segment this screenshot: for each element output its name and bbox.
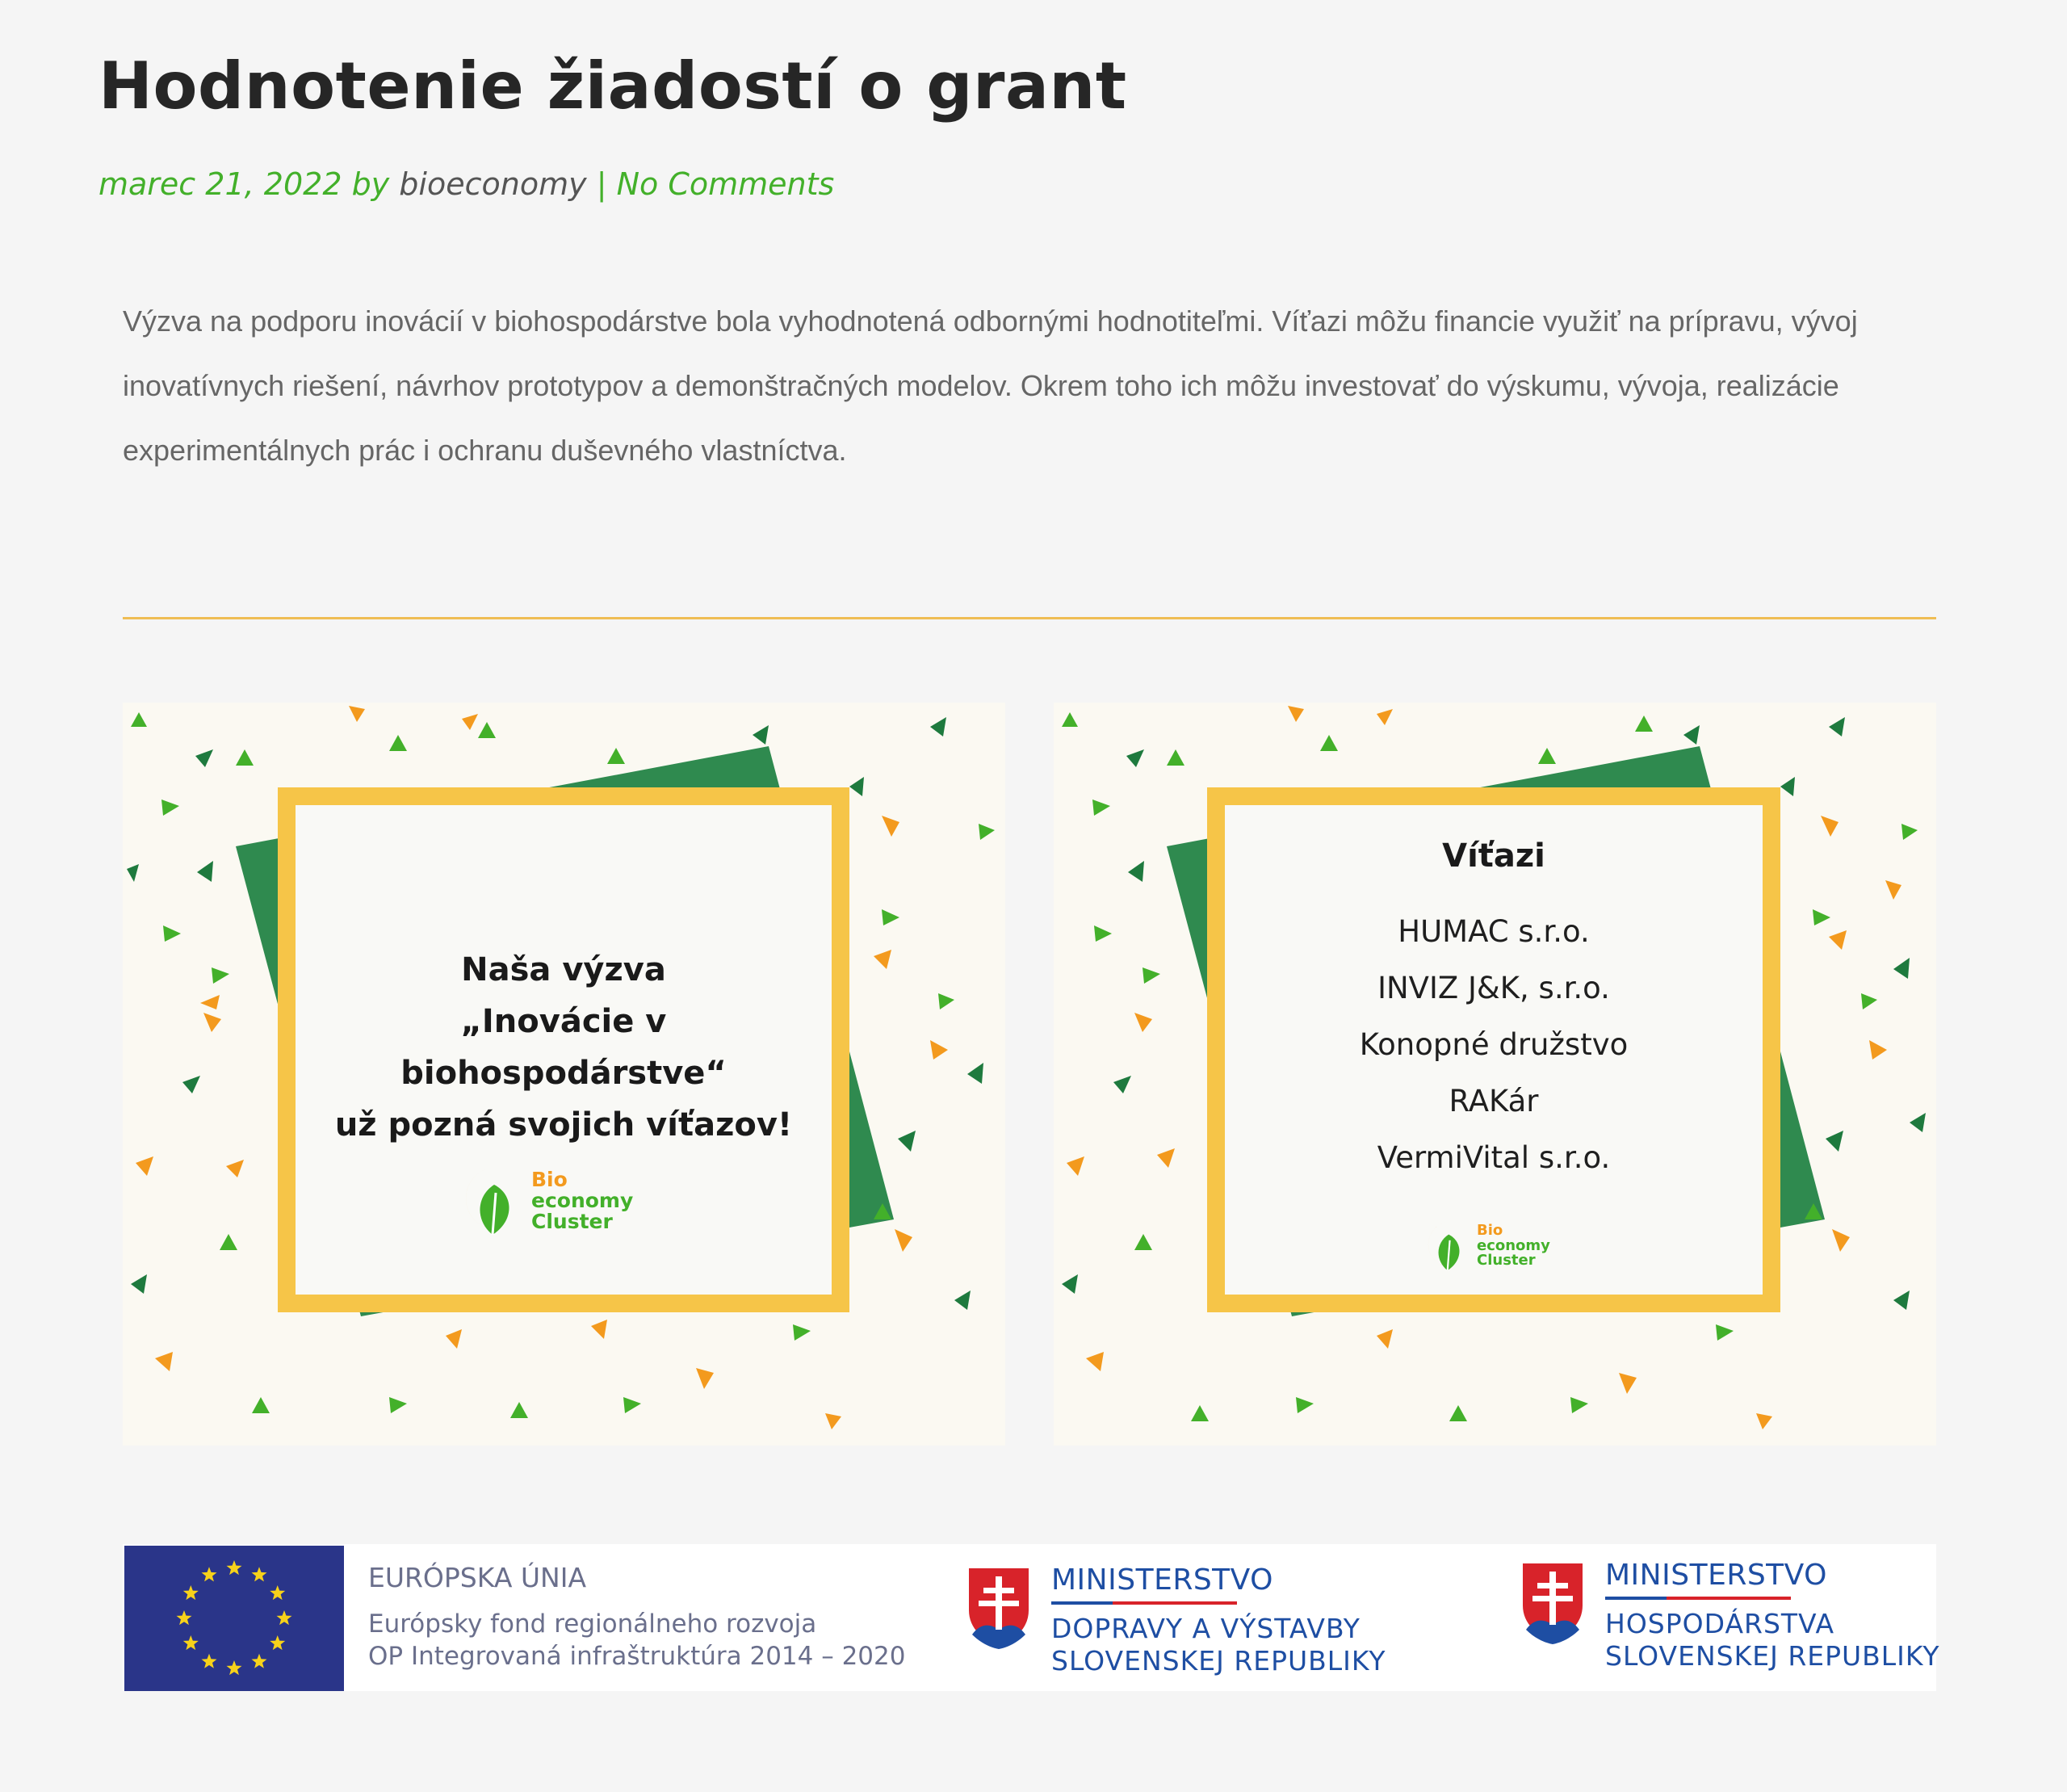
eu-fund: Európsky fond regionálneho rozvoja bbox=[368, 1609, 817, 1639]
leaf-icon bbox=[1422, 1217, 1472, 1275]
eu-star-icon bbox=[202, 1654, 217, 1668]
headline-line-3: už pozná svojich víťazov! bbox=[334, 1106, 793, 1144]
divider bbox=[123, 617, 1936, 619]
ministry-line-1: HOSPODÁRSTVA bbox=[1605, 1608, 1835, 1639]
announcement-headline bbox=[296, 944, 832, 1151]
logo-cluster: Cluster bbox=[531, 1210, 613, 1234]
eu-name: EURÓPSKA ÚNIA bbox=[368, 1562, 587, 1593]
bioeconomy-cluster-logo bbox=[457, 1160, 633, 1241]
post-date: marec 21, 2022 bbox=[99, 166, 342, 202]
logo-bio: Bio bbox=[1477, 1221, 1503, 1239]
post-intro: Výzva na podporu inovácií v biohospodárstve bola vyhodnotená odbornými hodnotiteľmi. Víťazi môžu financie využiť na prípravu, vývoj inovatívnych riešení, návrhov prototypov a demonštračných modelov. Okrem toho ich môžu investovať do výskumu, vývoja, realizácie experimentálnych prác i ochranu duševného vlastníctva. bbox=[123, 304, 1858, 467]
winner-item: VermiVital s.r.o. bbox=[1377, 1140, 1611, 1175]
logo-economy: economy bbox=[531, 1188, 634, 1212]
comments-link[interactable]: No Comments bbox=[616, 166, 835, 202]
eu-star-icon bbox=[252, 1654, 267, 1668]
ministry-head: MINISTERSTVO bbox=[1605, 1559, 1827, 1592]
eu-star-icon bbox=[183, 1585, 199, 1600]
ministry-economy-text bbox=[1605, 1559, 1940, 1672]
post-by: by bbox=[351, 166, 390, 202]
slovak-coat-of-arms-icon bbox=[964, 1563, 1034, 1651]
eu-star-icon bbox=[177, 1610, 192, 1625]
post-meta bbox=[99, 166, 834, 202]
ministry-line-2: SLOVENSKEJ REPUBLIKY bbox=[1605, 1640, 1940, 1672]
winner-item: RAKár bbox=[1449, 1084, 1539, 1118]
ministry-rule bbox=[1605, 1597, 1791, 1600]
ministry-rule bbox=[1051, 1601, 1237, 1605]
post-author-link[interactable]: bioeconomy bbox=[399, 166, 587, 202]
announcement-card bbox=[278, 787, 849, 1312]
eu-star-icon bbox=[227, 1660, 242, 1675]
eu-star-icon bbox=[202, 1567, 217, 1581]
winner-item: HUMAC s.r.o. bbox=[1398, 914, 1590, 949]
eu-star-icon bbox=[252, 1567, 267, 1581]
eu-text bbox=[368, 1562, 905, 1672]
page-title: Hodnotenie žiadostí o grant bbox=[99, 48, 1127, 124]
winners-title: Víťazi bbox=[1442, 837, 1545, 875]
ministry-head: MINISTERSTVO bbox=[1051, 1563, 1273, 1597]
slovak-coat-of-arms-icon bbox=[1518, 1559, 1587, 1646]
leaf-icon bbox=[457, 1160, 526, 1241]
eu-star-icon bbox=[277, 1610, 292, 1625]
funding-logos-banner bbox=[123, 1544, 1940, 1691]
announcement-image[interactable] bbox=[123, 703, 1005, 1446]
logo-economy: economy bbox=[1477, 1236, 1550, 1254]
logo-cluster: Cluster bbox=[1477, 1252, 1536, 1270]
logo-bio: Bio bbox=[531, 1167, 568, 1191]
ministry-line-2: SLOVENSKEJ REPUBLIKY bbox=[1051, 1645, 1386, 1677]
winners-image[interactable] bbox=[1054, 703, 1936, 1446]
logo-text bbox=[531, 1169, 633, 1233]
winners-list bbox=[1225, 904, 1763, 1186]
eu-star-icon bbox=[183, 1635, 199, 1650]
meta-separator: | bbox=[596, 166, 607, 202]
eu-star-icon bbox=[227, 1560, 242, 1575]
eu-flag-icon bbox=[124, 1546, 344, 1691]
winner-item: INVIZ J&K, s.r.o. bbox=[1377, 971, 1610, 1005]
ministry-transport-text bbox=[1051, 1563, 1386, 1677]
bioeconomy-cluster-logo bbox=[1422, 1217, 1550, 1275]
eu-star-icon bbox=[270, 1585, 285, 1600]
logo-text bbox=[1477, 1223, 1550, 1270]
eu-star-icon bbox=[270, 1635, 285, 1650]
winner-item: Konopné družstvo bbox=[1359, 1027, 1629, 1062]
headline-line-1: Naša výzva bbox=[461, 951, 666, 988]
headline-line-2: „Inovácie v biohospodárstve“ bbox=[400, 1003, 727, 1092]
ministry-line-1: DOPRAVY A VÝSTAVBY bbox=[1051, 1613, 1361, 1644]
eu-programme: OP Integrovaná infraštruktúra 2014 – 2020 bbox=[368, 1642, 906, 1671]
winners-card bbox=[1207, 787, 1780, 1312]
